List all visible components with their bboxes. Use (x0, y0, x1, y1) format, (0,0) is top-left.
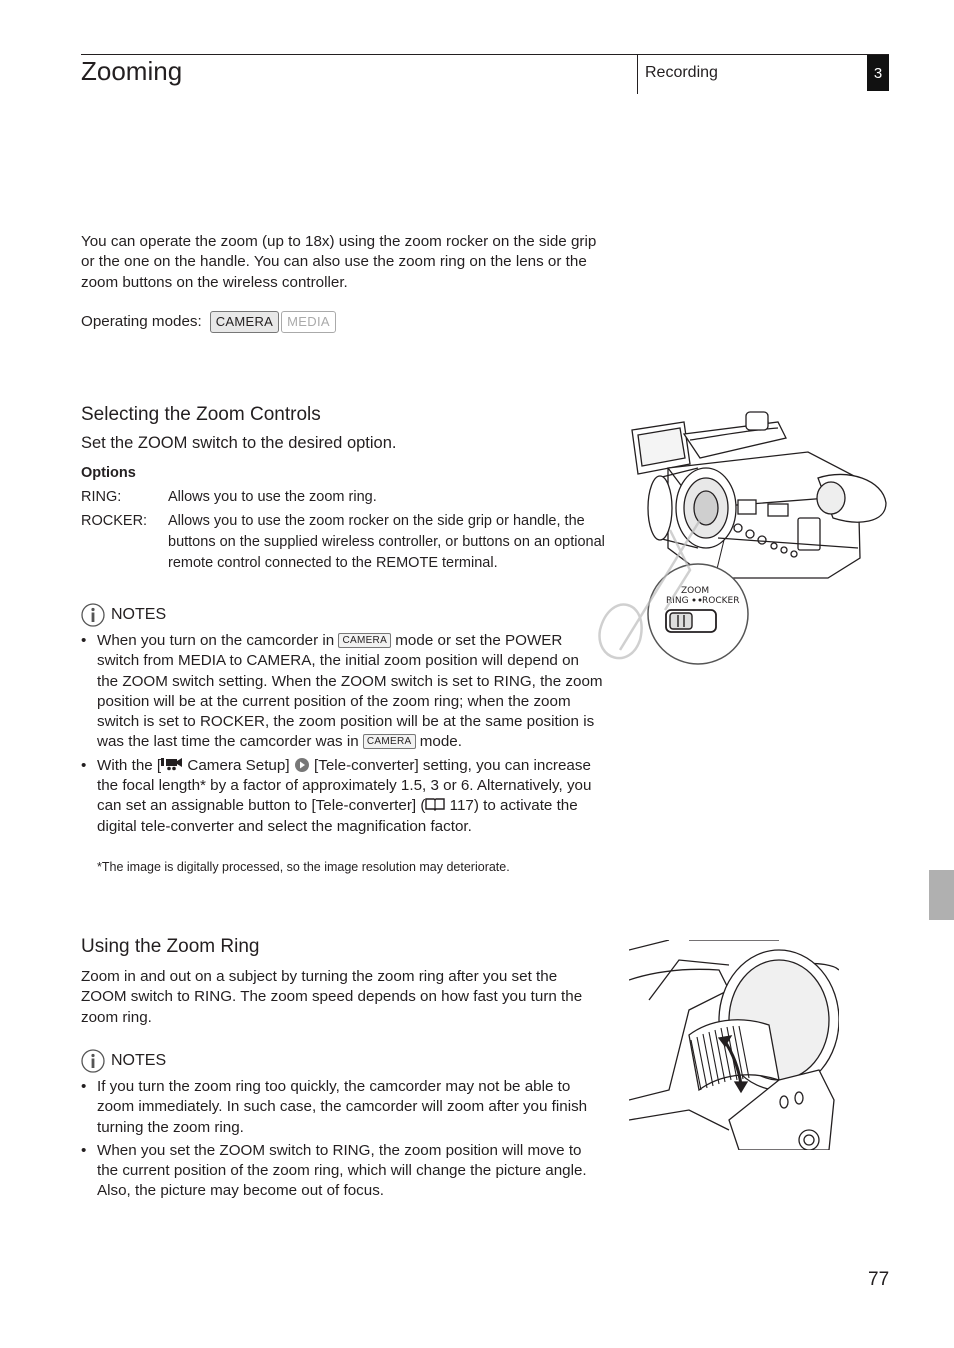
copy-watermark (590, 510, 710, 660)
chapter-number-tab: 3 (867, 55, 889, 91)
note-item (81, 756, 603, 837)
footnote: *The image is digitally processed, so the image resolution may deteriorate. (97, 860, 510, 874)
camera-mode-badge: CAMERA (338, 633, 391, 648)
note-text: When you turn on the camcorder in (97, 632, 335, 649)
notes-header (81, 603, 166, 627)
book-reference-icon (425, 797, 445, 811)
instruction-text: Set the ZOOM switch to the desired option. (81, 434, 397, 452)
ring-position-label: RING (666, 596, 689, 606)
note-text: 117) to activate the digital tele-converter and select the magnification factor. (97, 797, 578, 835)
submenu-arrow-icon (294, 757, 310, 773)
section-heading-zoom-ring: Using the Zoom Ring (81, 936, 260, 957)
notes-header (81, 1049, 166, 1073)
header-rule (81, 54, 889, 55)
option-row-ring (81, 487, 621, 509)
chapter-label: Recording (645, 64, 718, 81)
option-row-rocker (81, 511, 621, 577)
info-icon (81, 603, 105, 627)
section-heading-selecting: Selecting the Zoom Controls (81, 404, 321, 425)
zoom-ring-illustration (629, 940, 839, 1150)
option-desc: Allows you to use the zoom ring. (168, 489, 377, 505)
note-text: Camera Setup] (187, 756, 290, 774)
option-term: ROCKER: (81, 513, 148, 529)
thumb-index-tab (929, 870, 954, 920)
zoom-switch-label: ZOOM (681, 586, 710, 596)
operating-modes (81, 311, 336, 333)
rocker-position-label: ROCKER (702, 596, 740, 606)
mode-media-badge: MEDIA (281, 311, 336, 333)
intro-paragraph: You can operate the zoom (up to 18x) using the zoom rocker on the side grip or the one on the handle. You can also use the zoom ring on the lens or the zoom buttons on the wireless controller. (81, 233, 597, 291)
notes-list (81, 631, 603, 840)
note-text: mode. (419, 733, 462, 751)
options-label: Options (81, 465, 136, 481)
note-text: [Tele-converter] setting, you can increase the focal length* by a factor of approximately 1.5, 3 or 6. Alternatively, you can set an assignable button to [Tele-converter] ( (97, 756, 592, 815)
notes-label: NOTES (111, 606, 167, 623)
notes-label: NOTES (111, 1052, 167, 1069)
option-term: RING: (81, 489, 122, 505)
notes-list (81, 1077, 603, 1205)
camera-menu-icon (161, 757, 183, 771)
header-divider (637, 54, 638, 94)
note-item: • When you set the ZOOM switch to RING, the zoom position will move to the current position of the zoom ring, which will change the picture angle. Also, the picture may become out of focus. (81, 1141, 603, 1202)
mode-camera-badge: CAMERA (210, 311, 279, 333)
note-text: mode or set the POWER switch from MEDIA to CAMERA, the initial zoom position will depend on the ZOOM switch setting. When the ZOOM switch is set to RING, the zoom position will be at the current position of the zoom ring; when the zoom switch is set to ROCKER, the zoom position will be at the same position is was the last time the camcorder was in (97, 632, 603, 751)
info-icon (81, 1049, 105, 1073)
page-number: 77 (868, 1269, 890, 1290)
note-item: • If you turn the zoom ring too quickly, the camcorder may not be able to zoom immediately. In such case, the camcorder will zoom after you finish turning the zoom ring. (81, 1077, 603, 1138)
operating-modes-label: Operating modes: (81, 312, 202, 330)
camera-mode-badge: CAMERA (363, 734, 416, 749)
note-text: With the [ (97, 756, 162, 774)
page-title: Zooming (81, 56, 183, 86)
option-desc: Allows you to use the zoom rocker on the side grip or handle, the buttons on the supplied wireless controller, or buttons on an optional remote control connected to the REMOTE terminal. (168, 513, 605, 571)
note-item (81, 631, 603, 753)
zoom-ring-paragraph: Zoom in and out on a subject by turning the zoom ring after you set the ZOOM switch to RING. The zoom speed depends on how fast you turn the zoom ring. (81, 968, 583, 1026)
